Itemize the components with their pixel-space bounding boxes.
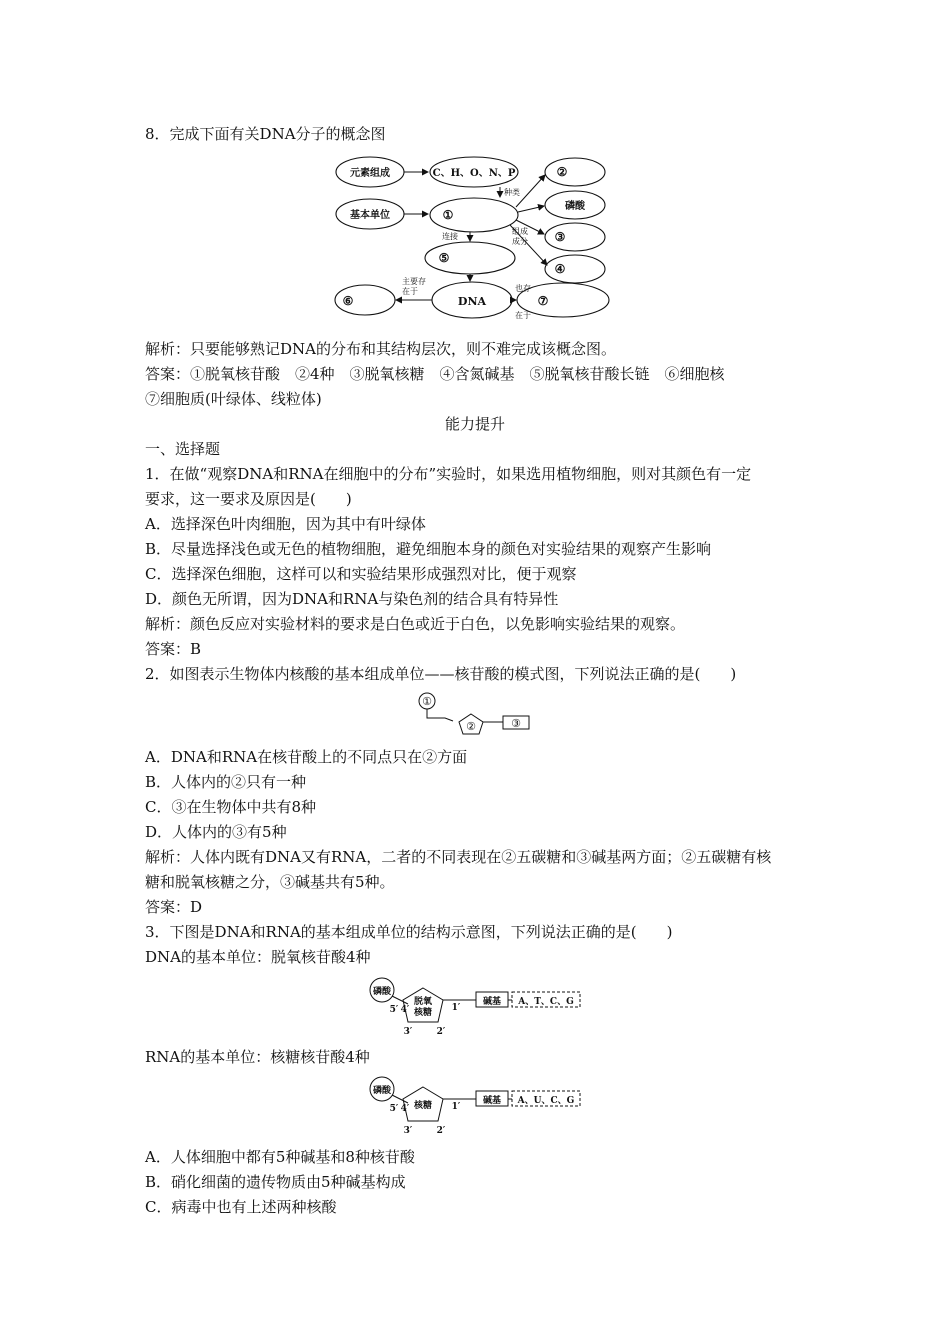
q3-option-c: C．病毒中也有上述两种核酸 <box>145 1198 337 1216</box>
dna-nucleotide-figure <box>368 976 588 1038</box>
slot4: ④ <box>554 262 566 276</box>
unit-slot: ① <box>442 208 454 222</box>
q2-option-b: B．人体内的②只有一种 <box>145 773 307 791</box>
rna-base: 碱基 <box>482 1096 502 1106</box>
q8-answer-1: 答案：①脱氧核苷酸 ②4种 ③脱氧核糖 ④含氮碱基 ⑤脱氧核苷酸长链 ⑥细胞核 <box>145 365 725 383</box>
rna-phosphate: 磷酸 <box>372 1086 392 1096</box>
rna-sugar: 核糖 <box>413 1101 433 1111</box>
rna-p3: 3′ <box>403 1126 413 1136</box>
rna-nucleotide-figure <box>368 1075 588 1137</box>
q1-option-c: C．选择深色细胞，这样可以和实验结果形成强烈对比，便于观察 <box>145 565 577 583</box>
q3-option-a: A．人体细胞中都有5种碱基和8种核苷酸 <box>145 1148 415 1166</box>
q3-rna-caption: RNA的基本单位：核糖核苷酸4种 <box>145 1048 370 1066</box>
also-exist-2: 在于 <box>515 311 531 320</box>
unit-label: 基本单位 <box>350 210 390 221</box>
dna-text: DNA <box>457 295 487 308</box>
slot2-node <box>545 158 605 186</box>
dna-p1: 1′ <box>451 1003 461 1013</box>
q1-answer: 答案：B <box>145 640 202 658</box>
q2-option-d: D．人体内的③有5种 <box>145 823 287 841</box>
dna-sugar-2: 核糖 <box>413 1008 433 1018</box>
fig-n2: ② <box>466 720 476 733</box>
dna-p3: 3′ <box>403 1027 413 1037</box>
q2-option-a: A．DNA和RNA在核苷酸上的不同点只在②方面 <box>145 748 468 766</box>
compose-label-2: 成分 <box>512 237 528 246</box>
q1-option-b: B．尽量选择浅色或无色的植物细胞，避免细胞本身的颜色对实验结果的观察产生影响 <box>145 540 712 558</box>
fig-n1: ① <box>422 695 432 708</box>
elements-text: C、H、O、N、P <box>432 168 516 179</box>
q1-stem-2: 要求，这一要求及原因是( ) <box>145 490 352 508</box>
q2-analysis-1: 解析：人体内既有DNA又有RNA，二者的不同表现在②五碳糖和③碱基两方面；②五碳糖有核 <box>145 848 772 866</box>
connect-label: 连接 <box>442 232 458 241</box>
q2-answer: 答案：D <box>145 898 203 916</box>
q8-answer-2: ⑦细胞质(叶绿体、线粒体) <box>145 390 322 408</box>
slot5: ⑤ <box>438 251 450 265</box>
slot2: ② <box>556 165 568 179</box>
rna-p1: 1′ <box>451 1102 461 1112</box>
nucleotide-figure <box>415 690 535 738</box>
rna-p5: 5′ <box>389 1104 399 1114</box>
dna-p2: 2′ <box>436 1027 446 1037</box>
main-exist-1: 主要存 <box>402 277 426 286</box>
dna-base: 碱基 <box>482 997 502 1007</box>
dna-phosphate: 磷酸 <box>372 987 392 997</box>
q8-title: 8．完成下面有关DNA分子的概念图 <box>145 125 386 143</box>
q3-dna-caption: DNA的基本单位：脱氧核苷酸4种 <box>145 948 371 966</box>
element-label: 元素组成 <box>350 168 390 179</box>
slot7: ⑦ <box>537 294 549 308</box>
main-exist-2: 在于 <box>402 287 418 296</box>
slot6: ⑥ <box>342 294 354 308</box>
dna-p4: 4′ <box>400 1005 410 1015</box>
dna-sugar-1: 脱氧 <box>413 997 433 1007</box>
type-label: 种类 <box>504 188 520 197</box>
rna-p2: 2′ <box>436 1126 446 1136</box>
dna-concept-map <box>330 150 620 322</box>
q2-option-c: C．③在生物体中共有8种 <box>145 798 317 816</box>
q1-option-a: A．选择深色叶肉细胞，因为其中有叶绿体 <box>145 515 426 533</box>
also-exist-1: 也存 <box>515 284 531 293</box>
q1-stem-1: 1．在做“观察DNA和RNA在细胞中的分布”实验时，如果选用植物细胞，则对其颜色有一定 <box>145 465 752 483</box>
slot3: ③ <box>554 230 566 244</box>
compose-label-1: 组成 <box>512 227 528 236</box>
phosphate-text: 磷酸 <box>565 201 585 212</box>
dna-p5: 5′ <box>389 1005 399 1015</box>
q8-analysis: 解析：只要能够熟记DNA的分布和其结构层次，则不难完成该概念图。 <box>145 340 616 358</box>
dna-bases: A、T、C、G <box>518 997 574 1007</box>
part-title: 一、选择题 <box>145 440 221 458</box>
q3-stem: 3．下图是DNA和RNA的基本组成单位的结构示意图，下列说法正确的是( ) <box>145 923 673 941</box>
q1-option-d: D．颜色无所谓，因为DNA和RNA与染色剂的结合具有特异性 <box>145 590 559 608</box>
q2-stem: 2．如图表示生物体内核酸的基本组成单位——核苷酸的模式图，下列说法正确的是( ) <box>145 665 737 683</box>
rna-p4: 4′ <box>400 1104 410 1114</box>
section-title: 能力提升 <box>444 415 505 433</box>
q1-analysis: 解析：颜色反应对实验材料的要求是白色或近于白色，以免影响实验结果的观察。 <box>145 615 686 633</box>
q3-option-b: B．硝化细菌的遗传物质由5种碱基构成 <box>145 1173 406 1191</box>
q2-analysis-2: 糖和脱氧核糖之分，③碱基共有5种。 <box>145 873 395 891</box>
rna-bases: A、U、C、G <box>517 1096 575 1106</box>
fig-n3: ③ <box>511 717 521 730</box>
